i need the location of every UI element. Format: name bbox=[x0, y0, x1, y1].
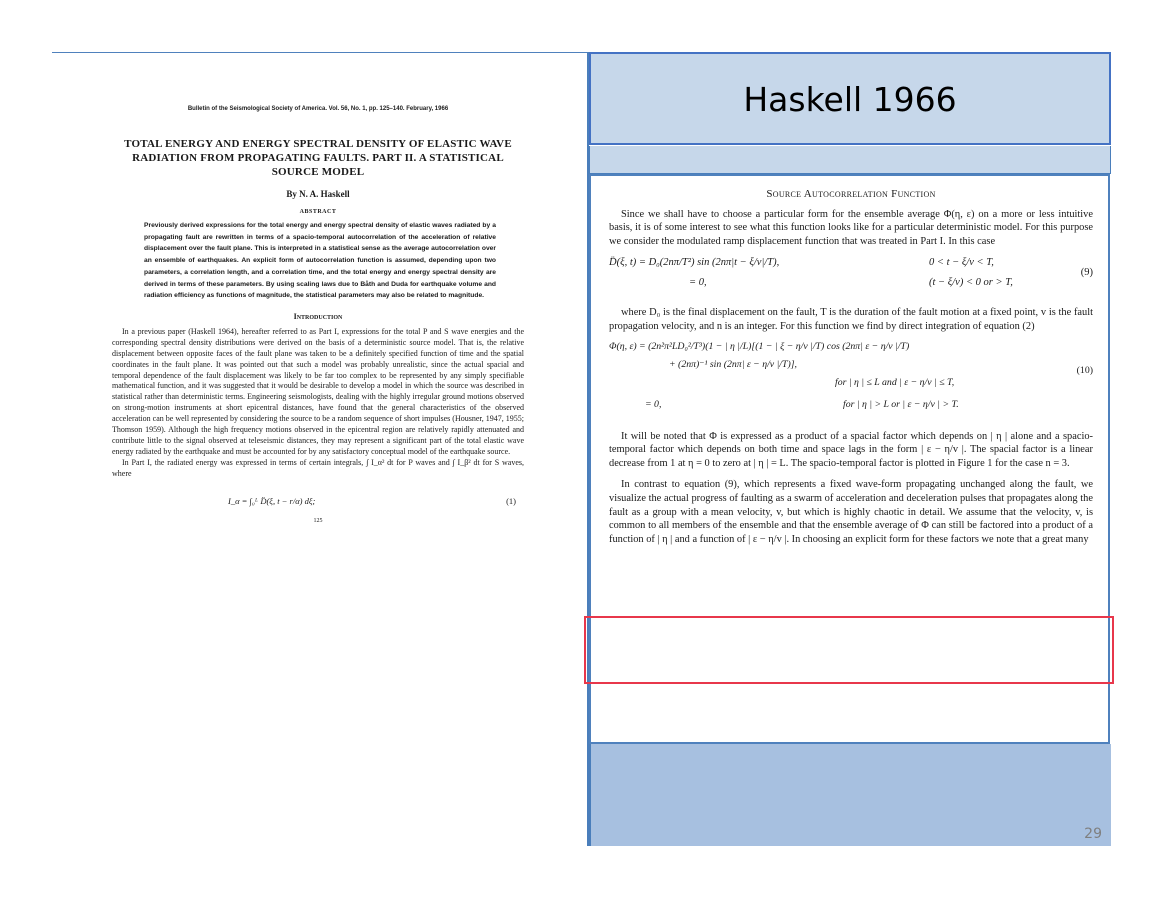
right-paragraph-1: Since we shall have to choose a particular form for the ensemble average Φ(η, ε) on a more or less intuitive basis, it is of some interest to see what this function looks like for a particular deterministic model. For this purpose we consider the modulated ramp displacement function that was treated in Part I. In this case bbox=[609, 208, 1093, 247]
eq10-line-3: = 0, bbox=[645, 398, 662, 410]
paper-author: By N. A. Haskell bbox=[286, 189, 350, 199]
eq10-line-2: + (2nπ)⁻¹ sin (2nπ| ε − η/v |/T)], bbox=[669, 358, 797, 370]
intro-paragraph-1: In a previous paper (Haskell 1964), hereafter referred to as Part I, expressions for the total P and S wave energies and the corresponding spectral density distributions were derived on the basis of a deterministic source model. That is, the relative displacement between opposite faces of the fault plane was taken to be a definitely specified function of time and the spatial coordinates in the fault plane. It was pointed out that such a model was probably unrealistic, since the actual spacial and temporal dependence of the fault displacement was likely to be far too complex to be represented by any simply specifiable mathematical function, and it was suggested that it would be desirable to develop a model in which the source was described in statistical rather than deterministic terms. Engineering seismologists, dealing with the highly irregular ground motions observed on strong-motion instruments at short epicentral distances, have found that the general characteristics of the observed acceleration can be well represented by considering the source to be a random sequence of short impulses (Housner, 1947, 1955; Thomson 1959). Although the high frequency motions observed in the epicentral region are relatively rapidly attenuated and contribute little to the signal observed at teleseismic distances, they may represent a significant part of the total elastic wave energy radiated by the earthquake and must be accounted for by any satisfactory conceptual model of the earthquake source. bbox=[112, 326, 524, 456]
journal-header: Bulletin of the Seismological Society of America. Vol. 56, No. 1, pp. 125–140. February, 1966 bbox=[187, 106, 449, 112]
paper-page-number: 125 bbox=[313, 517, 323, 524]
eq9-condition-1: 0 < t − ξ/v < T, bbox=[929, 257, 994, 269]
right-paragraph-4: In contrast to equation (9), which represents a fixed wave-form propagating unchanged along the fault, we visualize the actual progress of faulting as a swarm of acceleration and deceleration pulses that propagates along the fault as a group with a mean velocity, v, but which is highly chaotic in detail. We assume that the velocity, v, is common to all members of the ensemble and that the ensemble average of Φ can still be factored into a product of a function of | η | and a function of | ε − η/v |. In choosing an explicit form for these factors we note that a great many bbox=[609, 479, 1093, 545]
section-heading: Source Autocorrelation Function bbox=[766, 188, 936, 200]
abstract-text: Previously derived expressions for the total energy and energy spectral density of elastic waves radiated by a propagating fault are rewritten in terms of a spacio-temporal autocorrelation of the acceleration of relative displacement over the fault plane. This is interpreted in a statistical sense as the average autocorrelation over an ensemble of earthquakes. An explicit form of autocorrelation function is assumed, depending upon two parameters, a correlation length, and a correlation time, and the total energy and energy spectral density are derived in terms of these parameters. By using scaling laws due to Båth and Duda for earthquake volume and radiation efficiency as functions of magnitude, the statistical parameters may also be related to magnitude. bbox=[144, 222, 496, 300]
eq10-condition-1: for | η | ≤ L and | ε − η/v | ≤ T, bbox=[835, 376, 955, 388]
equation-1-number: (1) bbox=[506, 495, 516, 506]
right-paragraph-2: where D₀ is the final displacement on the fault, T is the duration of the fault motion at a fixed point, v is the fault propagation velocity, and n is an integer. For this function we find by direct integration of equation (2) bbox=[609, 307, 1093, 332]
eq9-condition-2: (t − ξ/v) < 0 or > T, bbox=[929, 277, 1013, 289]
equation-9 bbox=[609, 256, 1093, 296]
eq10-number: (10) bbox=[1076, 364, 1093, 376]
paper-title: TOTAL ENERGY AND ENERGY SPECTRAL DENSITY OF ELASTIC WAVE RADIATION FROM PROPAGATING FAULTS. PART II. A STATISTICAL SOURCE MODEL bbox=[124, 138, 512, 178]
eq10-condition-2: for | η | > L or | ε − η/v | > T. bbox=[843, 398, 959, 410]
equation-1 bbox=[112, 492, 524, 516]
equation-1-formula: I_α = ∫₀ᴸ D̈(ξ, t − r/α) dξ; bbox=[228, 495, 316, 506]
slide-title: Haskell 1966 bbox=[743, 80, 957, 119]
top-rule bbox=[52, 52, 590, 53]
highlight-box bbox=[584, 616, 1114, 684]
intro-paragraph-2: In Part I, the radiated energy was expressed in terms of certain integrals, ∫ I_α² dt for P waves and ∫ I_β² dt for S waves, where bbox=[112, 457, 524, 478]
bottom-panel bbox=[589, 744, 1111, 846]
introduction-body bbox=[112, 327, 524, 480]
eq9-number: (9) bbox=[1080, 267, 1093, 279]
left-paper-page bbox=[112, 100, 524, 524]
title-strip bbox=[589, 146, 1111, 174]
title-box bbox=[589, 52, 1111, 145]
equation-10 bbox=[609, 340, 1093, 420]
eq10-line-1: Φ(η, ε) = (2n²π²LD₀²/T³)(1 − | η |/L)[(1 − | ξ − η/v |/T) cos (2nπ| ε − η/v |/T) bbox=[609, 340, 910, 352]
slide-number: 29 bbox=[1084, 826, 1102, 842]
right-paragraph-3: It will be noted that Φ is expressed as a product of a spacial factor which depends on | η | alone and a spacio-temporal factor which depends on both time and space lags in the form | ε − η/v |. The spacial factor is a linear decrease from 1 at η = 0 to zero at | η | = L. The spacio-temporal factor is plotted in Figure 1 for the case n = 3. bbox=[609, 430, 1093, 469]
abstract-heading: ABSTRACT bbox=[299, 209, 337, 215]
eq9-line-2: = 0, bbox=[689, 277, 707, 289]
introduction-heading: Introduction bbox=[293, 311, 343, 321]
eq9-line-1: D̈(ξ, t) = D₀(2nπ/T²) sin (2nπ|t − ξ/v|/T), bbox=[609, 257, 780, 269]
